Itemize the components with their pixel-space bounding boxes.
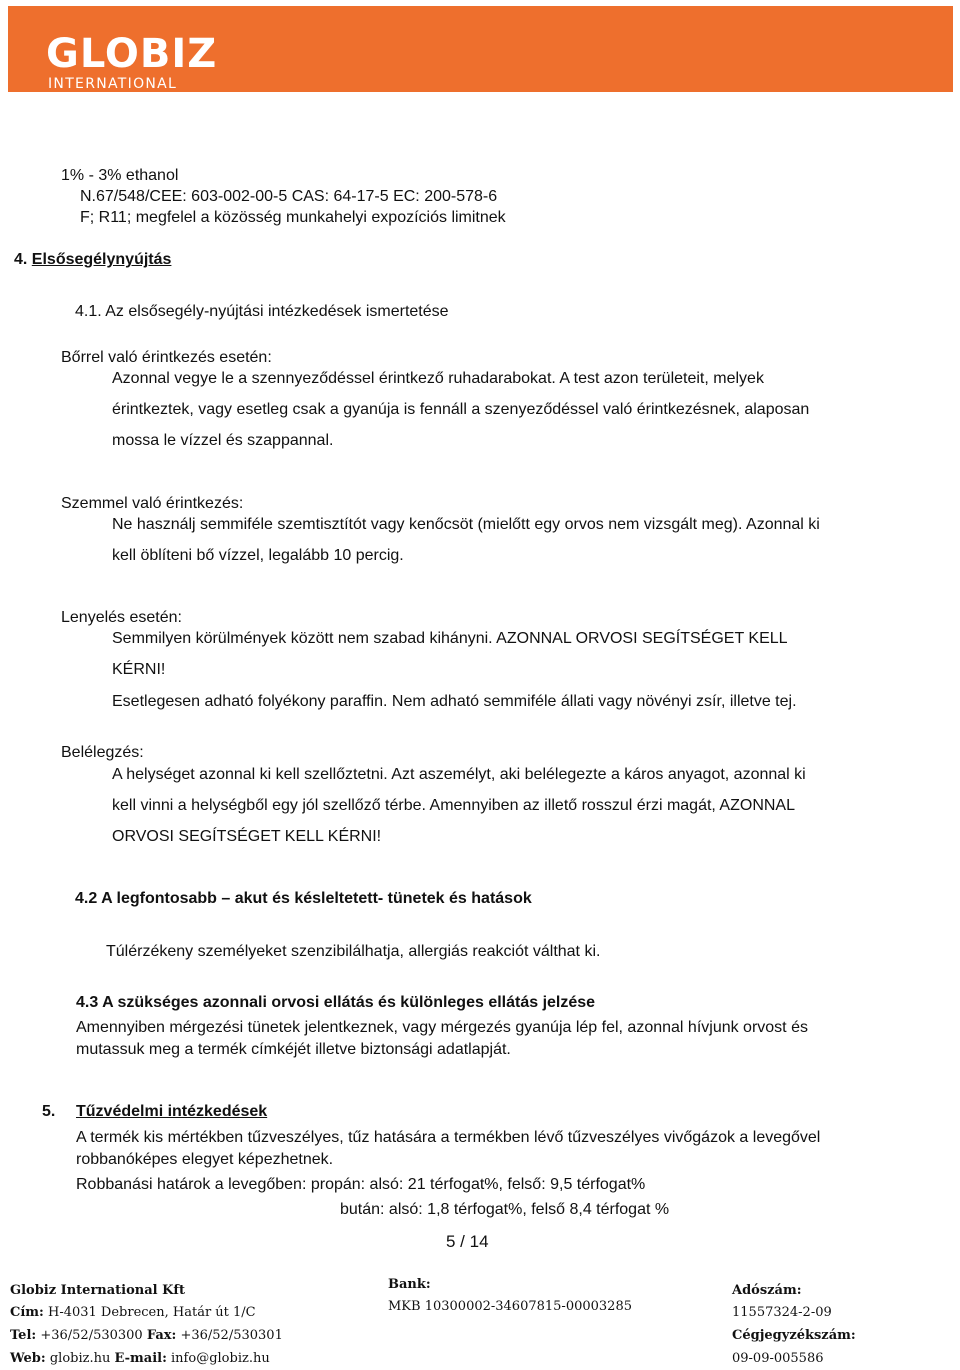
footer-address-value: H-4031 Debrecen, Határ út 1/C: [43, 1305, 256, 1320]
footer-fax-value: +36/52/530301: [176, 1328, 283, 1343]
ethanol-classification: F; R11; megfelel a közösség munkahelyi expozíciós limitnek: [80, 209, 506, 226]
inhalation-text-3: ORVOSI SEGÍTSÉGET KELL KÉRNI!: [112, 828, 382, 845]
eye-contact-text-1: Ne használj semmiféle szemtisztítót vagy kenőcsöt (mielőtt egy orvos nem vizsgált meg). Azonnal ki: [112, 516, 820, 533]
footer-registration-label: Cégjegyzékszám:: [732, 1328, 856, 1343]
ethanol-ids: N.67/548/CEE: 603-002-00-5 CAS: 64-17-5 EC: 200-578-6: [80, 188, 498, 205]
skin-contact-label: Bőrrel való érintkezés esetén:: [61, 349, 272, 366]
footer-web-email: [10, 1351, 270, 1367]
section-4-3-heading: 4.3 A szükséges azonnali orvosi ellátás és különleges ellátás jelzése: [76, 994, 596, 1011]
inhalation-text-1: A helységet azonnal ki kell szellőztetni. Azt aszemélyt, aki belélegezte a káros anyagot, azonnal ki: [112, 766, 806, 783]
footer-phone-fax: [10, 1328, 283, 1344]
inhalation-label: Belélegzés:: [61, 744, 144, 761]
section-5-title: Tűzvédelmi intézkedések: [76, 1103, 268, 1120]
section-4-1-heading: 4.1. Az elsősegély-nyújtási intézkedések ismertetése: [75, 303, 449, 320]
section-4-title: Elsősegélynyújtás: [31, 251, 172, 268]
section-4-number: 4.: [14, 251, 32, 268]
ingestion-text-2: KÉRNI!: [112, 661, 166, 678]
footer-web-label: Web:: [10, 1351, 46, 1366]
footer-address: [10, 1305, 256, 1321]
footer-email-label: E-mail:: [114, 1351, 167, 1366]
skin-contact-text-1: Azonnal vegye le a szennyeződéssel érintkező ruhadarabokat. A test azon területeit, melyek: [112, 370, 764, 387]
ethanol-line: 1% - 3% ethanol: [61, 167, 179, 184]
footer-tax-label: Adószám:: [732, 1283, 802, 1298]
section-4-3-text-2: mutassuk meg a termék címkéjét illetve biztonsági adatlapját.: [76, 1041, 511, 1058]
section-4-2-text: Túlérzékeny személyeket szenzibilálhatja, allergiás reakciót válthat ki.: [106, 943, 601, 960]
footer-bank-value: MKB 10300002-34607815-00003285: [388, 1299, 632, 1314]
footer-company: Globiz International Kft: [10, 1283, 186, 1298]
ingestion-text-1: Semmilyen körülmények között nem szabad kihányni. AZONNAL ORVOSI SEGÍTSÉGET KELL: [112, 630, 788, 647]
header-banner: [8, 6, 953, 92]
footer-bank-label: Bank:: [388, 1277, 431, 1292]
footer-tel-label: Tel:: [10, 1328, 37, 1343]
section-5-text-1: A termék kis mértékben tűzveszélyes, tűz hatására a termékben lévő tűzveszélyes vivőgázok a levegővel: [76, 1129, 821, 1146]
explosion-limits-propane: Robbanási határok a levegőben: propán: alsó: 21 térfogat%, felső: 9,5 térfogat%: [76, 1176, 646, 1193]
skin-contact-text-2: érintkeztek, vagy esetleg csak a gyanúja is fennáll a szenyeződéssel való érintkezésnek, alaposan: [112, 401, 810, 418]
footer-tel-value: +36/52/530300: [36, 1328, 147, 1343]
logo-sub-text: INTERNATIONAL: [48, 76, 178, 92]
footer-email-value[interactable]: info@globiz.hu: [166, 1351, 270, 1366]
skin-contact-text-3: mossa le vízzel és szappannal.: [112, 432, 334, 449]
footer-registration-value: 09-09-005586: [732, 1351, 824, 1366]
eye-contact-text-2: kell öblíteni bő vízzel, legalább 10 percig.: [112, 547, 404, 564]
section-5-text-2: robbanóképes elegyet képezhetnek.: [76, 1151, 334, 1168]
footer-tax-value: 11557324-2-09: [732, 1305, 832, 1320]
section-5-number: 5.: [42, 1103, 56, 1120]
section-4-3-text-1: Amennyiben mérgezési tünetek jelentkeznek, vagy mérgezés gyanúja lép fel, azonnal hívjunk orvost és: [76, 1019, 808, 1036]
globiz-logo: [46, 31, 218, 92]
logo-main-text: GLOBIZ: [46, 31, 218, 77]
footer-address-label: Cím:: [10, 1305, 44, 1320]
ingestion-label: Lenyelés esetén:: [61, 609, 182, 626]
footer-fax-label: Fax:: [146, 1328, 177, 1343]
page-number: 5 / 14: [446, 1232, 489, 1251]
ingestion-text-3: Esetlegesen adható folyékony paraffin. Nem adható semmiféle állati vagy növényi zsír, illetve tej.: [112, 693, 797, 710]
footer-web-value[interactable]: globiz.hu: [45, 1351, 115, 1366]
section-4-heading: [14, 250, 171, 270]
eye-contact-label: Szemmel való érintkezés:: [61, 495, 244, 512]
section-4-2-heading: 4.2 A legfontosabb – akut és késleltetett- tünetek és hatások: [75, 890, 532, 907]
explosion-limits-butane: bután: alsó: 1,8 térfogat%, felső 8,4 térfogat %: [340, 1201, 670, 1218]
inhalation-text-2: kell vinni a helységből egy jól szellőző térbe. Amennyiben az illető rosszul érzi magát, AZONNAL: [112, 797, 795, 814]
